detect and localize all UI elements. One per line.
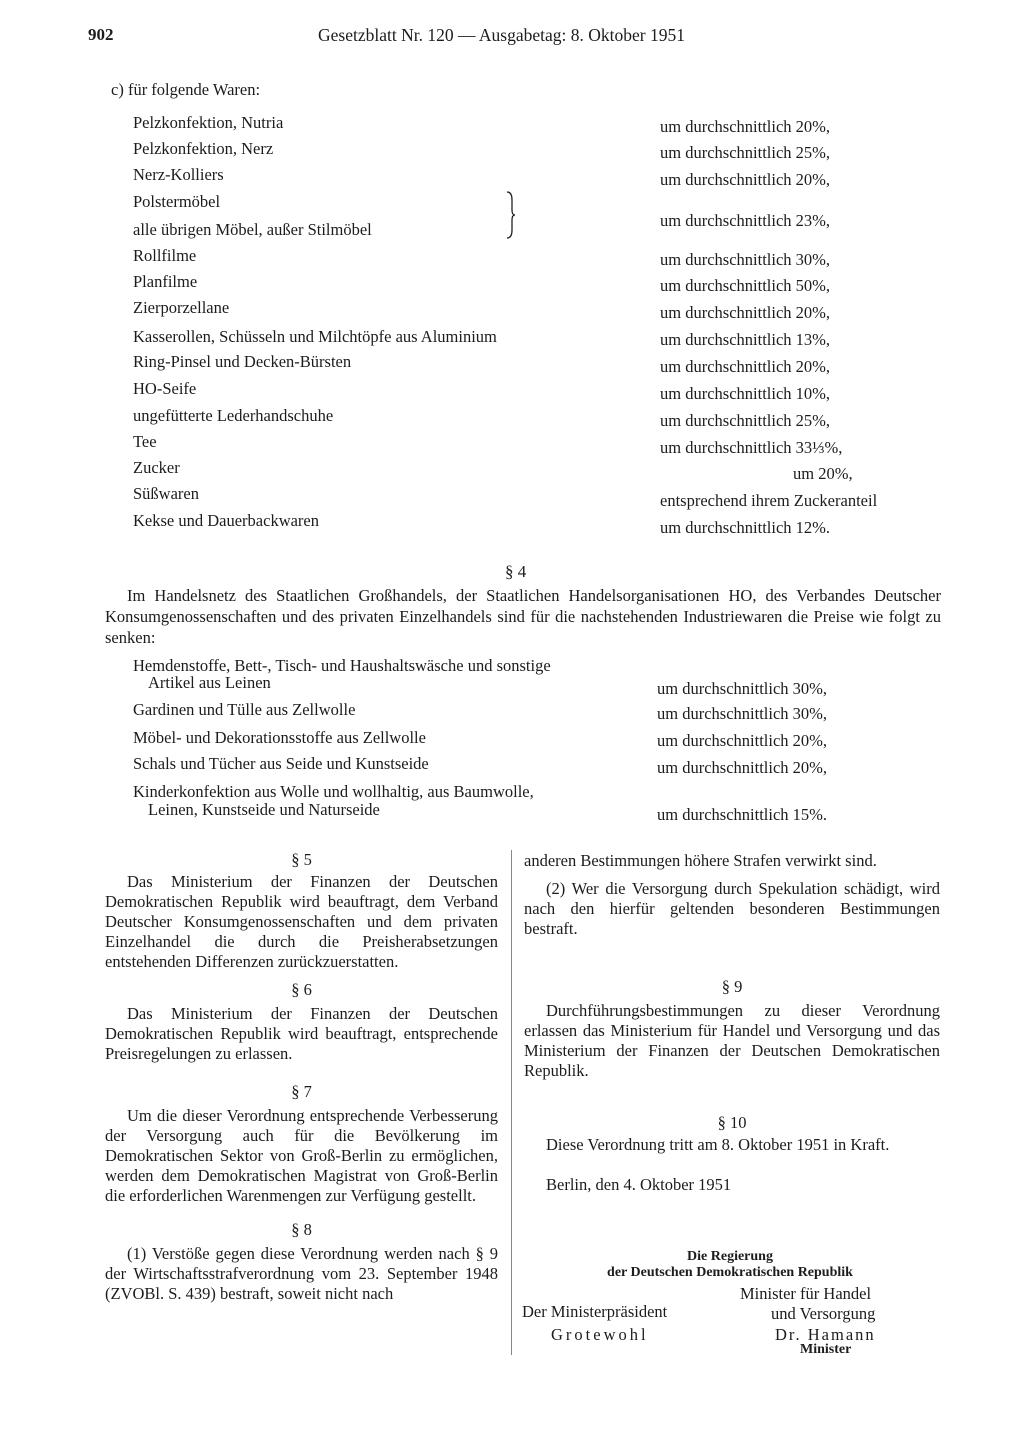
rate: um durchschnittlich 20%, bbox=[657, 758, 828, 777]
signatory-title-right-2: und Versorgung bbox=[771, 1304, 876, 1323]
paragraph-text: Das Ministerium der Finanzen der Deutschen Demokratischen Republik wird beauftragt, entsprechende Preisregelungen zu erlassen. bbox=[105, 1004, 498, 1063]
rate: um durchschnittlich 20%, bbox=[660, 357, 831, 376]
list-item: Kinderkonfektion aus Wolle und wollhaltig, aus Baumwolle, bbox=[133, 782, 534, 801]
column-divider bbox=[511, 850, 512, 1355]
list-item-cont: Leinen, Kunstseide und Naturseide bbox=[148, 800, 380, 819]
government-line1: Die Regierung bbox=[687, 1249, 773, 1264]
section-heading-7: § 7 bbox=[291, 1082, 312, 1101]
list-item: Möbel- und Dekorationsstoffe aus Zellwolle bbox=[133, 728, 426, 747]
rate: um durchschnittlich 30%, bbox=[657, 679, 828, 698]
brace-symbol bbox=[505, 190, 515, 240]
rate: um durchschnittlich 20%, bbox=[660, 170, 831, 189]
section-heading-4: § 4 bbox=[505, 562, 527, 581]
list-item: Tee bbox=[133, 432, 157, 451]
list-item: Rollfilme bbox=[133, 246, 197, 265]
list-item-cont: Artikel aus Leinen bbox=[148, 673, 271, 692]
signatory-name-right: Dr. Hamann bbox=[775, 1325, 876, 1344]
section-heading-10: § 10 bbox=[717, 1113, 747, 1132]
rate: um 20%, bbox=[793, 464, 853, 483]
paragraph-text: (1) Verstöße gegen diese Verordnung werden nach § 9 der Wirtschaftsstrafverordnung vom 23. September 1948 (ZVOBl. S. 439) bestraft, soweit nicht nach bbox=[105, 1244, 498, 1303]
list-item: Polstermöbel bbox=[133, 192, 221, 211]
signatory-name-left: Grotewohl bbox=[551, 1325, 649, 1344]
rate: um durchschnittlich 33⅓%, bbox=[660, 438, 843, 457]
paragraph-text: Um die dieser Verordnung entsprechende Verbesserung der Versorgung auch für die Bevölkerung im Demokratischen Sektor von Groß-Berlin zu ermöglichen, werden dem Demokratischen Magistrat von Groß-Berlin die erforderlichen Warenmengen zur Verfügung gestellt. bbox=[105, 1106, 498, 1205]
rate: um durchschnittlich 20%, bbox=[660, 303, 831, 322]
paragraph-text: Im Handelsnetz des Staatlichen Großhandels, der Staatlichen Handelsorganisationen HO, des Verbandes Deutscher Konsumgenossenschaften und des privaten Einzelhandels sind für die nachstehenden Industriewaren die Preise wie folgt zu senken: bbox=[105, 586, 941, 647]
para4-intro bbox=[105, 585, 941, 648]
section-heading-5: § 5 bbox=[291, 850, 312, 869]
rate: um durchschnittlich 20%, bbox=[657, 731, 828, 750]
paragraph-text: Das Ministerium der Finanzen der Deutschen Demokratischen Republik wird beauftragt, dem Verband Deutscher Konsumgenossenschaften und dem privaten Einzelhandel die durch die Preisherabsetzungen entstehenden Differenzen zurückzuerstatten. bbox=[105, 872, 498, 971]
list-item: Pelzkonfektion, Nerz bbox=[133, 139, 274, 158]
rate: um durchschnittlich 12%. bbox=[660, 518, 831, 537]
list-item: Ring-Pinsel und Decken-Bürsten bbox=[133, 352, 352, 371]
rate: entsprechend ihrem Zuckeranteil bbox=[660, 491, 878, 510]
rate: um durchschnittlich 23%, bbox=[660, 211, 831, 230]
rate: um durchschnittlich 13%, bbox=[660, 330, 831, 349]
rate: um durchschnittlich 25%, bbox=[660, 411, 831, 430]
paragraph-text: Diese Verordnung tritt am 8. Oktober 1951 in Kraft. bbox=[546, 1135, 890, 1154]
list-item: Nerz-Kolliers bbox=[133, 165, 224, 184]
rate: um durchschnittlich 20%, bbox=[660, 117, 831, 136]
list-item: Pelzkonfektion, Nutria bbox=[133, 113, 284, 132]
signatory-title-left: Der Ministerpräsident bbox=[522, 1302, 668, 1321]
list-item: HO-Seife bbox=[133, 379, 197, 398]
signatory-role-right: Minister bbox=[800, 1342, 852, 1357]
list-item: Zucker bbox=[133, 458, 180, 477]
section-heading-8: § 8 bbox=[291, 1220, 312, 1239]
signatory-title-right-1: Minister für Handel bbox=[740, 1284, 872, 1303]
page-number: 902 bbox=[88, 25, 114, 44]
list-item: Zierporzellane bbox=[133, 298, 230, 317]
rate: um durchschnittlich 50%, bbox=[660, 276, 831, 295]
rate: um durchschnittlich 10%, bbox=[660, 384, 831, 403]
list-item: Schals und Tücher aus Seide und Kunstseide bbox=[133, 754, 429, 773]
list-item: ungefütterte Lederhandschuhe bbox=[133, 406, 334, 425]
rate: um durchschnittlich 15%. bbox=[657, 805, 828, 824]
paragraph-text: (2) Wer die Versorgung durch Spekulation schädigt, wird nach den hierfür geltenden besonderen Bestimmungen bestraft. bbox=[524, 879, 940, 938]
left-column bbox=[105, 850, 498, 1304]
list-item: Kasserollen, Schüsseln und Milchtöpfe aus Aluminium bbox=[133, 327, 497, 346]
list-item: Süßwaren bbox=[133, 484, 199, 503]
rate: um durchschnittlich 30%, bbox=[660, 250, 831, 269]
section-heading-9: § 9 bbox=[721, 977, 743, 996]
list-item: Gardinen und Tülle aus Zellwolle bbox=[133, 700, 356, 719]
section-c-label: c) für folgende Waren: bbox=[111, 80, 261, 99]
right-column bbox=[524, 851, 940, 1195]
list-item: Planfilme bbox=[133, 272, 198, 291]
section-heading-6: § 6 bbox=[291, 980, 312, 999]
place-date: Berlin, den 4. Oktober 1951 bbox=[546, 1175, 732, 1194]
paragraph-text: anderen Bestimmungen höhere Strafen verwirkt sind. bbox=[524, 851, 877, 870]
list-item: alle übrigen Möbel, außer Stilmöbel bbox=[133, 220, 372, 239]
paragraph-text: Durchführungsbestimmungen zu dieser Verordnung erlassen das Ministerium für Handel und Versorgung und das Ministerium der Finanzen der Deutschen Demokratischen Republik. bbox=[524, 1001, 940, 1080]
government-line2: der Deutschen Demokratischen Republik bbox=[607, 1265, 853, 1280]
page-header-title: Gesetzblatt Nr. 120 — Ausgabetag: 8. Oktober 1951 bbox=[318, 25, 685, 45]
list-item: Hemdenstoffe, Bett-, Tisch- und Haushaltswäsche und sonstige bbox=[133, 656, 551, 675]
rate: um durchschnittlich 30%, bbox=[657, 704, 828, 723]
list-item: Kekse und Dauerbackwaren bbox=[133, 511, 319, 530]
rate: um durchschnittlich 25%, bbox=[660, 143, 831, 162]
